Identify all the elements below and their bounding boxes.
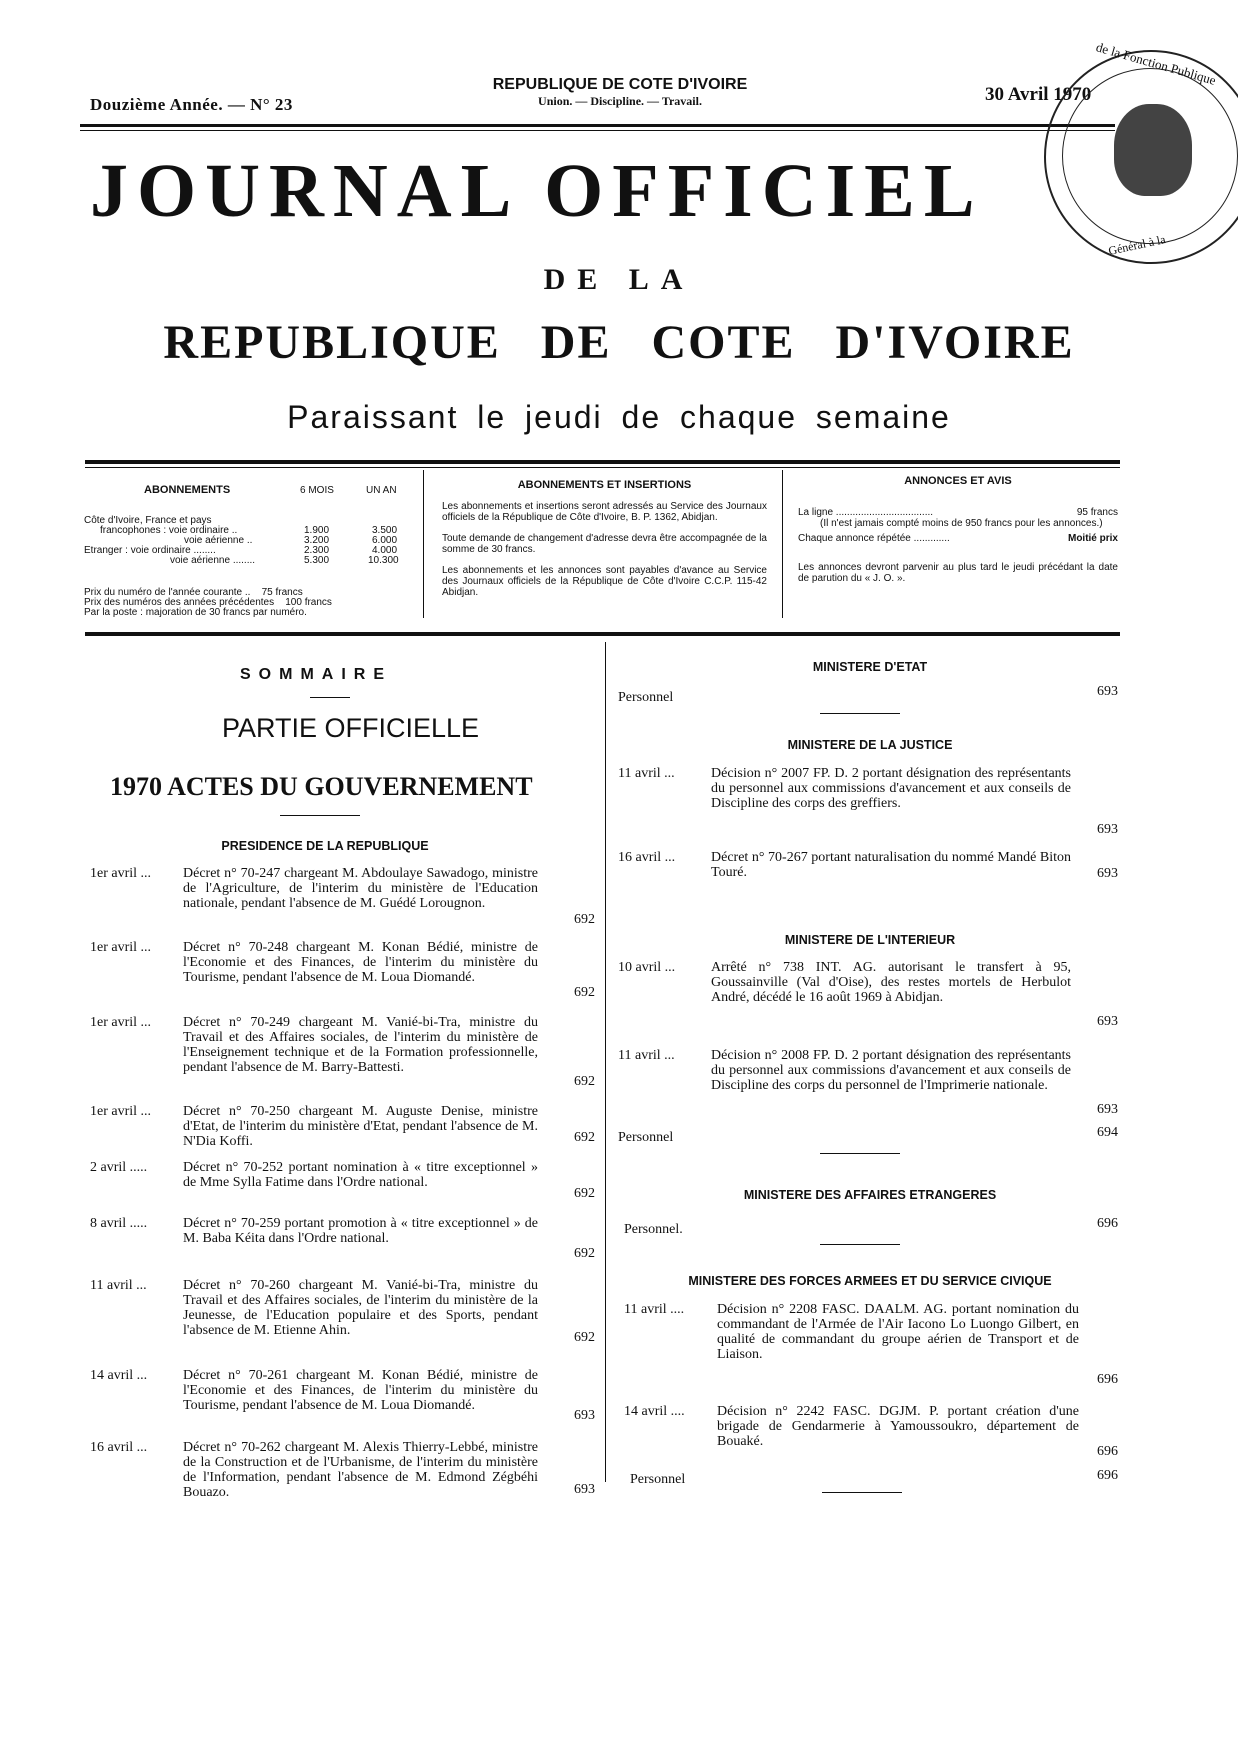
section-presidence: PRESIDENCE DE LA REPUBLIQUE	[221, 839, 429, 853]
price-note-2: Prix des numéros des années précédentes 100 francs	[84, 597, 332, 608]
abonnement-row: voie aérienne ........ 5.300 10.300	[170, 555, 399, 566]
section-affaires-etrangeres: MINISTERE DES AFFAIRES ETRANGERES	[743, 1188, 997, 1202]
section-interieur: MINISTERE DE L'INTERIEUR	[784, 933, 956, 947]
info-divider-1	[423, 470, 424, 618]
header-rule-thin	[80, 130, 1115, 131]
actes-heading: 1970 ACTES DU GOUVERNEMENT	[110, 772, 533, 801]
personnel-entry: Personnel 696	[630, 1468, 1118, 1487]
insertions-p3: Les abonnements et les annonces sont payables d'avance au Service des Journaux officiels de la République de Côte d'Ivoire C.C.P. 115-42 Abidjan.	[442, 565, 767, 598]
masthead-subtitle: DE LA	[543, 263, 695, 296]
abonnement-row: francophones : voie ordinaire .. 1.900 3.500	[100, 525, 398, 536]
insertions-p2: Toute demande de changement d'adresse devra être accompagnée de la somme de 30 francs.	[442, 533, 767, 555]
price-note-1: Prix du numéro de l'année courante .. 75 francs	[84, 587, 303, 598]
divider	[820, 713, 900, 714]
annonces-deadline: Les annonces devront parvenir au plus tard le jeudi précédant la date de parution du « J. O. ».	[798, 562, 1118, 584]
section-justice: MINISTERE DE LA JUSTICE	[787, 738, 953, 752]
sommaire-entry: 14 avril ... Décret n° 70-261 chargeant M. Konan Bédié, ministre de l'Economie et des Finances, de l'interim du ministère du Tourisme, pendant l'absence de M. Loua Diomandé. 693	[90, 1368, 595, 1423]
sommaire-entry: 1er avril ... Décret n° 70-250 chargeant M. Auguste Denise, ministre d'Etat, de l'interim du ministère d'Etat, pendant l'absence de M. N'Dia Koffi. 692	[90, 1104, 595, 1149]
col-6-mois: 6 MOIS	[300, 485, 334, 496]
col-un-an: UN AN	[366, 485, 397, 496]
insertions-p1: Les abonnements et insertions seront adressés au Service des Journaux officiels de la République de Côte d'Ivoire, B. P. 1362, Abidjan.	[442, 501, 767, 523]
divider	[280, 815, 360, 816]
abonnement-row: Côte d'Ivoire, France et pays	[84, 515, 212, 526]
issue-date: 30 Avril 1970	[985, 84, 1092, 105]
annonce-repeat-row: Chaque annonce répétée ............. Moitié prix	[798, 533, 1118, 544]
sommaire-entry: 14 avril .... Décision n° 2242 FASC. DGJM. P. portant création d'une brigade de Gendarmerie à Yamoussoukro, département de Bouaké. 696	[624, 1404, 1118, 1459]
issue-number: Douzième Année. — N° 23	[90, 95, 293, 114]
abonnements-box	[84, 485, 414, 625]
annonces-box	[798, 476, 1118, 584]
annonce-line-row: La ligne ................................... 95 francs	[798, 507, 1118, 518]
official-seal	[1044, 39, 1238, 264]
seal-bottom-text: Général à la	[1107, 232, 1167, 258]
personnel-entry: Personnel 693	[618, 684, 1118, 705]
divider	[820, 1244, 900, 1245]
section-forces-armees: MINISTERE DES FORCES ARMEES ET DU SERVICE CIVIQUE	[688, 1274, 1052, 1288]
abonnements-title: ABONNEMENTS	[144, 484, 231, 496]
section-ministere-etat: MINISTERE D'ETAT	[812, 660, 928, 674]
sommaire-entry: 1er avril ... Décret n° 70-249 chargeant M. Vanié-bi-Tra, ministre du Travail et des Affaires sociales, de l'interim du ministère de l'Enseignement technique et de la Formation professionnelle, pendant l'absence de M. Barry-Battesti. 692	[90, 1015, 595, 1089]
sommaire-entry: 2 avril ..... Décret n° 70-252 portant nomination à « titre exceptionnel » de Mme Sylla Fatime dans l'Ordre national. 692	[90, 1160, 595, 1201]
masthead-republic: REPUBLIQUE DE COTE D'IVOIRE	[163, 316, 1075, 369]
annonce-line-note: (Il n'est jamais compté moins de 950 francs pour les annonces.)	[820, 518, 1103, 529]
sommaire-entry: 11 avril .... Décision n° 2208 FASC. DAALM. AG. portant nomination du commandant de l'Armée de l'Air Iacono Lo Luongo Gilbert, en qualité de commandant du groupe aérien de Transport et de Liaison. 696	[624, 1302, 1118, 1387]
sommaire-entry: 10 avril ... Arrêté n° 738 INT. AG. autorisant le transfert à 95, Goussainville (Val d'Oise), des restes mortels de Herbulot André, décédé le 16 août 1969 à Abidjan. 693	[618, 960, 1118, 1029]
insertions-box	[442, 480, 767, 598]
partie-officielle: PARTIE OFFICIELLE	[222, 713, 480, 743]
info-divider-2	[782, 470, 783, 618]
abonnements-rows	[84, 515, 414, 565]
elephant-emblem-icon	[1114, 104, 1192, 196]
sommaire-heading: SOMMAIRE	[240, 666, 392, 683]
sommaire-entry: 16 avril ... Décret n° 70-267 portant naturalisation du nommé Mandé Biton Touré. 693	[618, 850, 1118, 881]
annonces-title: ANNONCES ET AVIS	[904, 475, 1012, 487]
price-note-3: Par la poste : majoration de 30 francs par numéro.	[84, 607, 307, 618]
info-top-rule-thin	[85, 467, 1120, 468]
masthead-tagline: Paraissant le jeudi de chaque semaine	[287, 399, 951, 435]
header-center	[470, 76, 770, 109]
divider	[820, 1153, 900, 1154]
sommaire-entry: 11 avril ... Décision n° 2007 FP. D. 2 portant désignation des représentants du personnel aux commissions d'avancement et aux conseils de Discipline des corps des greffiers. 693	[618, 766, 1118, 837]
abonnement-row: Etranger : voie ordinaire ........ 2.300 4.000	[84, 545, 398, 556]
motto: Union. — Discipline. — Travail.	[538, 94, 702, 108]
abonnement-row: voie aérienne .. 3.200 6.000	[184, 535, 398, 546]
sommaire-entry: 11 avril ... Décision n° 2008 FP. D. 2 portant désignation des représentants du personnel aux commissions d'avancement et aux conseils de Discipline des corps du personnel de l'Imprimerie nationale. 693	[618, 1048, 1118, 1117]
journal-title: JOURNAL OFFICIEL	[90, 149, 984, 233]
sommaire-entry: 16 avril ... Décret n° 70-262 chargeant M. Alexis Thierry-Lebbé, ministre de la Construction et de l'Urbanisme, de l'interim du ministère de l'Information, pendant l'absence de M. Edmond Zégbéhi Bouazo. 693	[90, 1440, 595, 1500]
info-top-rule	[85, 460, 1120, 464]
republic-name: REPUBLIQUE DE COTE D'IVOIRE	[492, 76, 748, 93]
sommaire-entry: 1er avril ... Décret n° 70-247 chargeant M. Abdoulaye Sawadogo, ministre de l'Agriculture, de l'interim du ministère de l'Education nationale, pendant l'absence de M. Guédé Lorougnon. 692	[90, 866, 595, 927]
sommaire-entry: 1er avril ... Décret n° 70-248 chargeant M. Konan Bédié, ministre de l'Economie et des Finances, de l'interim du ministère du Tourisme, pendant l'absence de M. Loua Diomandé. 692	[90, 940, 595, 1000]
personnel-entry: Personnel. 696	[624, 1216, 1118, 1237]
insertions-title: ABONNEMENTS ET INSERTIONS	[517, 479, 692, 491]
personnel-entry: Personnel 694	[618, 1125, 1118, 1145]
column-divider	[605, 642, 606, 1482]
sommaire-entry: 8 avril ..... Décret n° 70-259 portant promotion à « titre exceptionnel » de M. Baba Kéita dans l'Ordre national. 692	[90, 1216, 595, 1261]
info-bottom-rule	[85, 632, 1120, 636]
sommaire-entry: 11 avril ... Décret n° 70-260 chargeant M. Vanié-bi-Tra, ministre du Travail et des Affaires sociales, de l'interim du ministère de la Jeunesse, de l'Education populaire et des Sports, pendant l'absence de M. Etienne Ahin. 692	[90, 1278, 595, 1345]
header-rule	[80, 124, 1115, 127]
divider	[310, 697, 350, 698]
seal-top-text: de la Fonction Publique	[1094, 39, 1218, 88]
divider	[822, 1492, 902, 1493]
